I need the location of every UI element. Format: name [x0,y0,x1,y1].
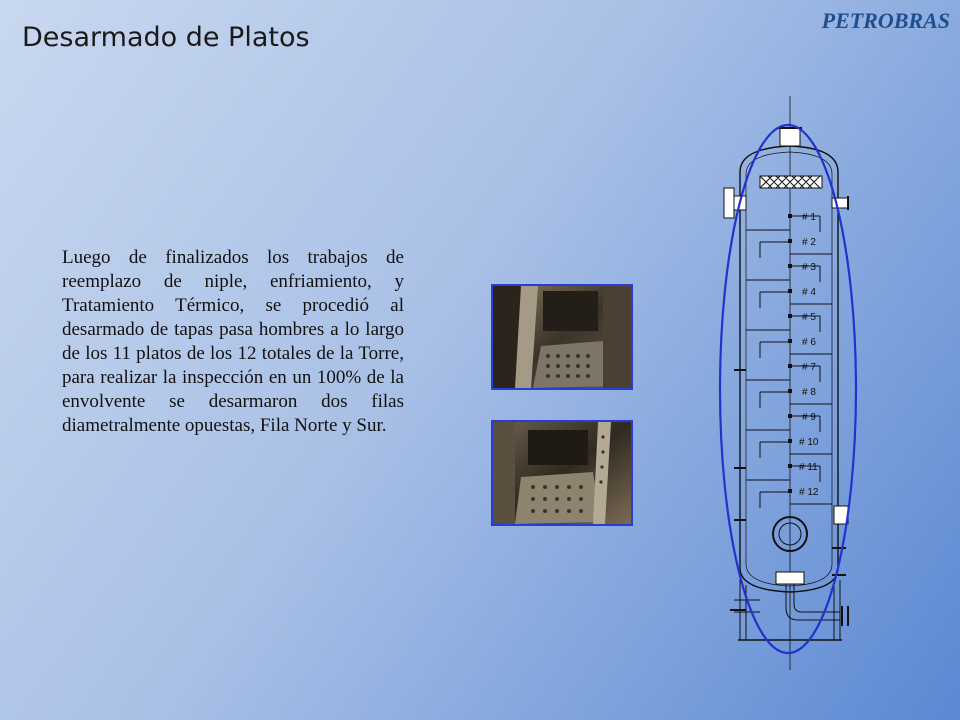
tray-photo-2 [491,420,633,526]
tray-photo-1 [491,284,633,390]
brand-logo-text: PETROBRAS [821,8,950,33]
tray-label: # 2 [802,237,816,248]
tray-label: # 1 [802,212,816,223]
tray-label: # 4 [802,287,816,298]
tray-label: # 6 [802,337,816,348]
page-title: Desarmado de Platos [22,22,310,53]
body-paragraph: Luego de finalizados los trabajos de reemplazo de niple, enfriamiento, y Tratamiento Térmico, se procedió al desarmado de tapas pasa hombres a lo largo de los 11 platos de los 12 totales de la Torre, para realizar la inspección en un 100% de la envolvente se desarmaron dos filas diametralmente opuestas, Fila Norte y Sur. [62,247,404,436]
tray-label: # 5 [802,312,816,323]
tray-label: # 9 [802,412,816,423]
tray-label: # 8 [802,387,816,398]
tray-label: # 12 [799,487,819,498]
tray-label: # 7 [802,362,816,373]
distillation-tower-diagram [700,90,870,670]
tray-label: # 10 [799,437,819,448]
tray-label: # 11 [799,462,818,473]
tray-label: # 3 [802,262,816,273]
